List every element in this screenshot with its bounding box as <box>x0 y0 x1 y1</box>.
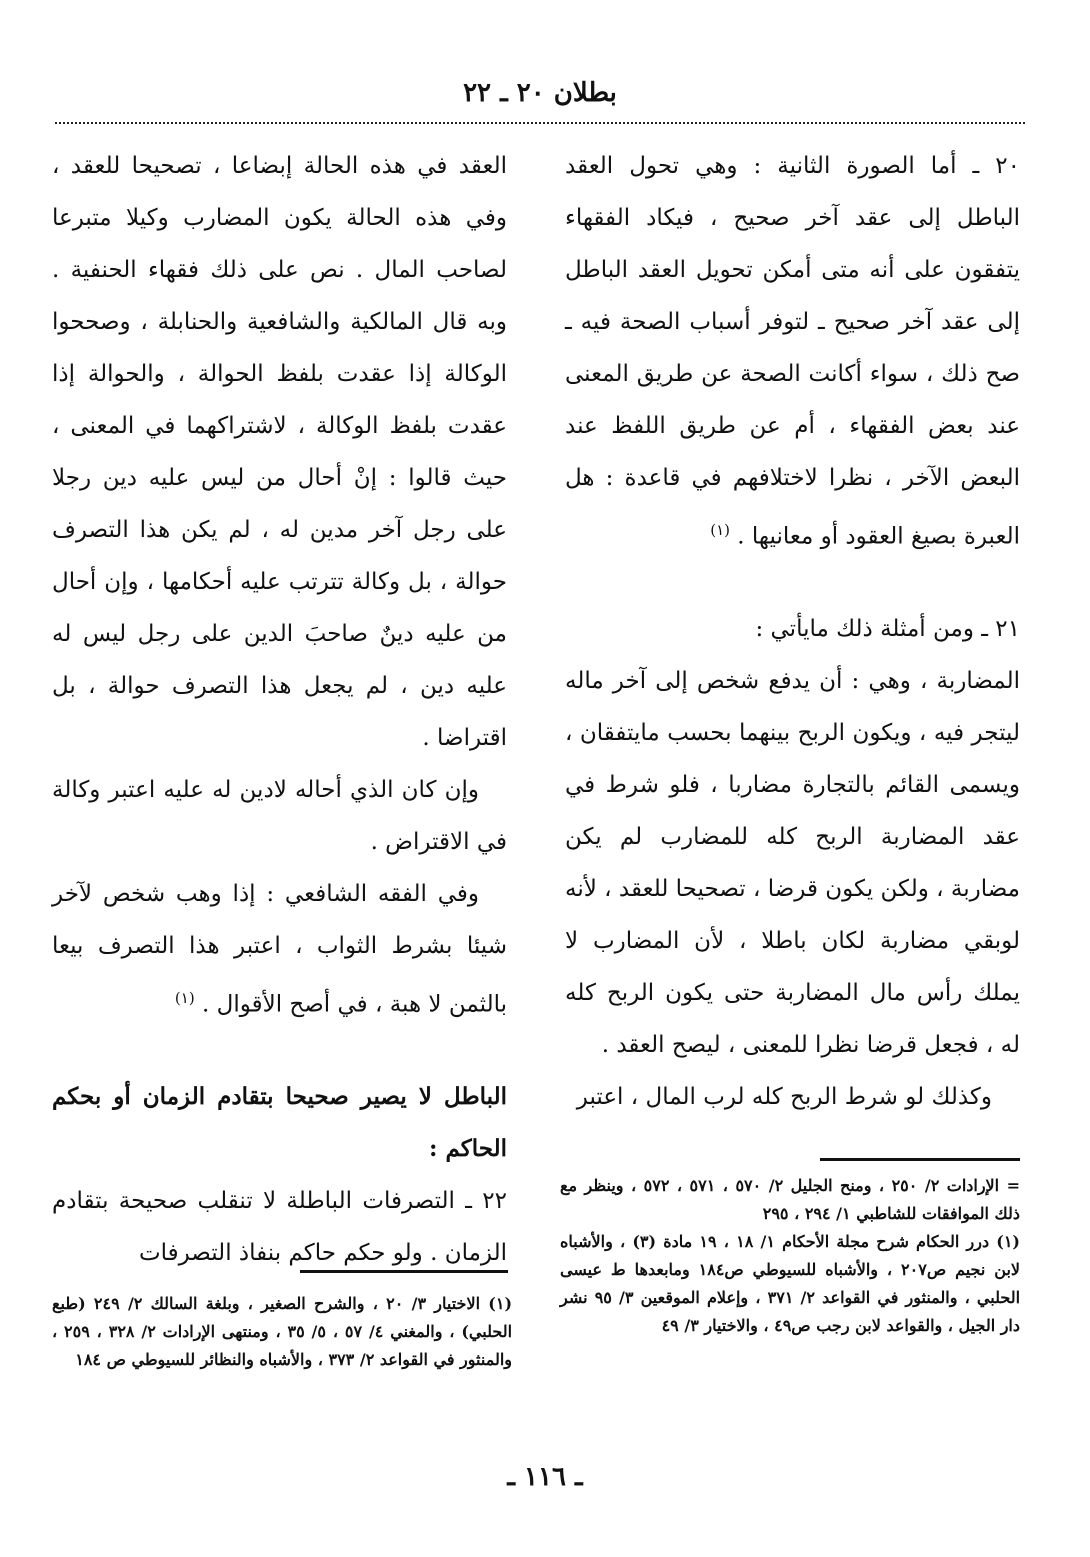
footnotes-left <box>52 1290 512 1374</box>
header-dotted-divider <box>55 122 1025 124</box>
paragraph-gap <box>52 1031 507 1071</box>
footnote-rule-left <box>300 1270 508 1273</box>
footnotes-right <box>560 1172 1020 1340</box>
footnote-ref: (١) <box>710 521 730 539</box>
paragraph-left-3 <box>52 868 507 1031</box>
section-heading: الباطل لا يصير صحيحا بتقادم الزمان أو بحكم الحاكم : <box>52 1082 507 1162</box>
paragraph-mudaraba: المضاربة ، وهي : أن يدفع شخص إلى آخر ماله ليتجر فيه ، ويكون الربح بينهما بحسب مايتفقان ، ويسمى القائم بالتجارة مضاربا ، فلو شرط في عقد المضاربة الربح كله للمضارب لم يكن مضاربة ، ولكن يكون قرضا ، تصحيحا للعقد ، لأنه لوبقي مضاربة لكان باطلا ، لأن المضارب لا يملك رأس مال المضاربة حتى يكون الربح كله له ، فجعل قرضا نظرا للمعنى ، ليصح العقد . <box>565 667 1020 1058</box>
running-header: بطلان ٢٠ ـ ٢٢ <box>463 78 617 108</box>
footnote-item: (١) الاختيار ٣/ ٢٠ ، والشرح الصغير ، وبلغة السالك ٢/ ٢٤٩ (طبع الحلبي) ، والمغني ٤/ ٥٧ ، ٥/ ٣٥ ، ومنتهى الإرادات ٢/ ٣٢٨ ، ٢٥٩ ، والمنثور في القواعد ٢/ ٣٧٣ ، والأشباه والنظائر للسيوطي ص ١٨٤ <box>52 1294 513 1369</box>
left-column <box>52 140 507 1279</box>
footnote-item: = الإرادات ٢/ ٢٥٠ ، ومنح الجليل ٢/ ٥٧٠ ، ٥٧١ ، ٥٧٢ ، وينظر مع ذلك الموافقات للشاطبي ١/ ٢٩٤ ، ٢٩٥ <box>560 1176 1021 1223</box>
footnote-item: (١) درر الحكام شرح مجلة الأحكام ١/ ١٨ ، ١٩ مادة (٣) ، والأشباه لابن نجيم ص٢٠٧ ، والأشباه للسيوطي ص١٨٤ ومابعدها ط عيسى الحلبي ، والمنثور في القواعد ٢/ ٣٧١ ، وإعلام الموقعين ٣/ ٩٥ نشر دار الجيل ، والقواعد لابن رجب ص٤٩ ، والاختيار ٣/ ٤٩ <box>560 1232 1021 1335</box>
paragraph-21-heading: ٢١ ـ ومن أمثلة ذلك مايأتي : <box>755 615 1020 642</box>
paragraph-gap <box>565 563 1020 603</box>
page-number: ـ ١١٦ ـ <box>507 1462 583 1492</box>
right-column <box>565 140 1020 1123</box>
paragraph-20 <box>565 140 1020 563</box>
paragraph-left-1: العقد في هذه الحالة إبضاعا ، تصحيحا للعقد ، وفي هذه الحالة يكون المضارب وكيلا متبرعا لصاحب المال . نص على ذلك فقهاء الحنفية . وبه قال المالكية والشافعية والحنابلة ، وصححوا الوكالة إذا عقدت بلفظ الحوالة ، والحوالة إذا عقدت بلفظ الوكالة ، لاشتراكهما في المعنى ، حيث قالوا : إنْ أحال من ليس عليه دين رجلا على رجل آخر مدين له ، لم يكن هذا التصرف حوالة ، بل وكالة تترتب عليه أحكامها ، وإن أحال من عليه دينٌ صاحبَ الدين على رجل ليس له عليه دين ، لم يجعل هذا التصرف حوالة ، بل اقتراضا . <box>52 153 507 751</box>
paragraph-22: ٢٢ ـ التصرفات الباطلة لا تنقلب صحيحة بتقادم الزمان . ولو حكم حاكم بنفاذ التصرفات <box>52 1187 507 1266</box>
paragraph-continuation: وكذلك لو شرط الربح كله لرب المال ، اعتبر <box>576 1083 992 1110</box>
footnote-rule-right <box>820 1158 1020 1161</box>
paragraph-left-2: وإن كان الذي أحاله لادين له عليه اعتبر وكالة في الاقتراض . <box>52 777 507 855</box>
paragraph-20-text: ٢٠ ـ أما الصورة الثانية : وهي تحول العقد الباطل إلى عقد آخر صحيح ، فيكاد الفقهاء يتفقون على أنه متى أمكن تحويل العقد الباطل إلى عقد آخر صحيح ـ لتوفر أسباب الصحة فيه ـ صح ذلك ، سواء أكانت الصحة عن طريق المعنى عند بعض الفقهاء ، أم عن طريق اللفظ عند البعض الآخر ، نظرا لاختلافهم في قاعدة : هل العبرة بصيغ العقود أو معانيها . <box>565 153 1020 550</box>
footnote-ref: (١) <box>174 989 195 1007</box>
paragraph-left-3-text: وفي الفقه الشافعي : إذا وهب شخص لآخر شيئا بشرط الثواب ، اعتبر هذا التصرف بيعا بالثمن لا هبة ، في أصح الأقوال . <box>52 881 507 1018</box>
